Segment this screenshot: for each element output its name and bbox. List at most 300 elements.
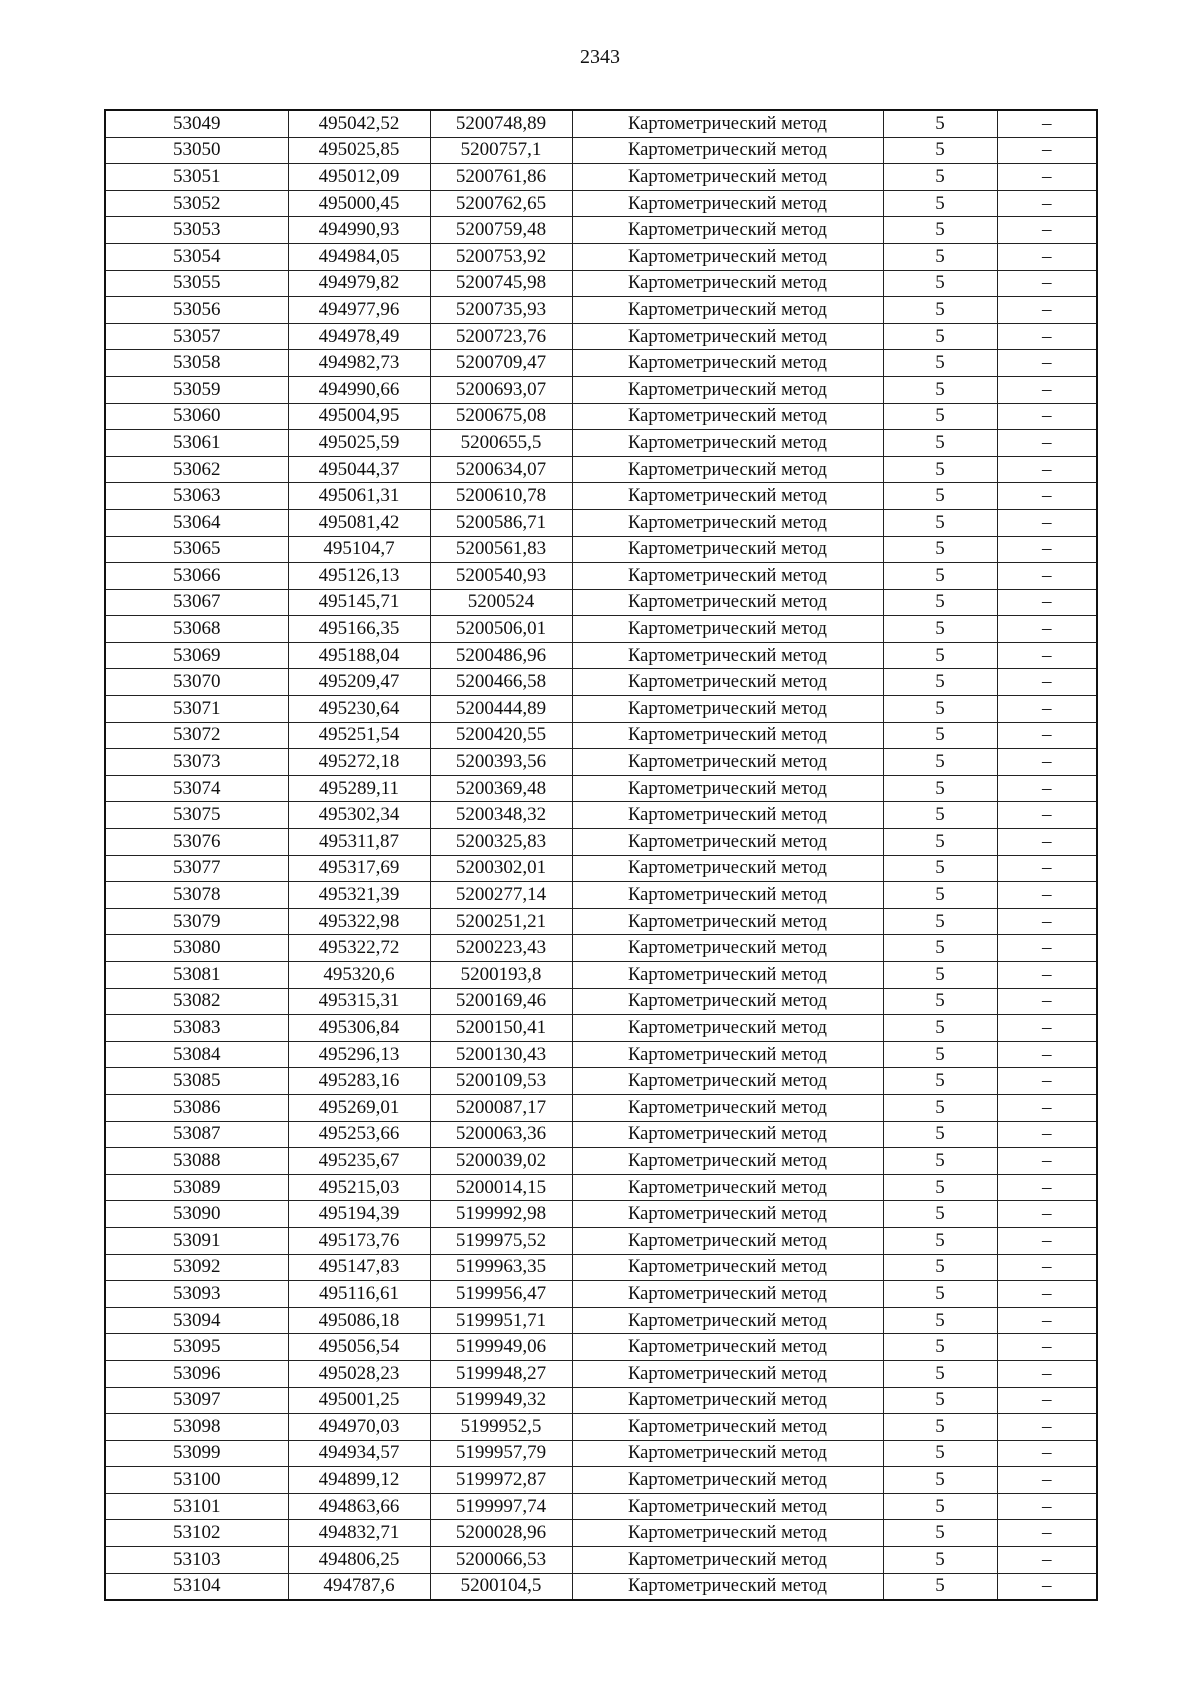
note-cell: – — [997, 1281, 1097, 1308]
table-row — [105, 270, 1097, 297]
x-coordinate-cell: 495000,45 — [288, 190, 430, 217]
point-number-cell: 53058 — [105, 350, 288, 377]
point-number-cell: 53082 — [105, 988, 288, 1015]
x-coordinate-cell: 495116,61 — [288, 1281, 430, 1308]
y-coordinate-cell: 5200014,15 — [430, 1174, 572, 1201]
accuracy-cell: 5 — [883, 1201, 997, 1228]
accuracy-cell: 5 — [883, 1520, 997, 1547]
y-coordinate-cell: 5200223,43 — [430, 935, 572, 962]
point-number-cell: 53081 — [105, 962, 288, 989]
note-cell: – — [997, 1068, 1097, 1095]
accuracy-cell: 5 — [883, 1467, 997, 1494]
point-number-cell: 53069 — [105, 642, 288, 669]
y-coordinate-cell: 5199957,79 — [430, 1440, 572, 1467]
y-coordinate-cell: 5199956,47 — [430, 1281, 572, 1308]
x-coordinate-cell: 495025,59 — [288, 430, 430, 457]
note-cell: – — [997, 190, 1097, 217]
y-coordinate-cell: 5200444,89 — [430, 696, 572, 723]
note-cell: – — [997, 642, 1097, 669]
note-cell: – — [997, 1227, 1097, 1254]
method-cell: Картометрический метод — [572, 376, 883, 403]
point-number-cell: 53067 — [105, 589, 288, 616]
point-number-cell: 53065 — [105, 536, 288, 563]
table-row — [105, 1281, 1097, 1308]
y-coordinate-cell: 5200393,56 — [430, 749, 572, 776]
accuracy-cell: 5 — [883, 403, 997, 430]
y-coordinate-cell: 5200759,48 — [430, 217, 572, 244]
note-cell: – — [997, 855, 1097, 882]
point-number-cell: 53050 — [105, 137, 288, 164]
x-coordinate-cell: 495042,52 — [288, 110, 430, 137]
point-number-cell: 53104 — [105, 1573, 288, 1600]
note-cell: – — [997, 908, 1097, 935]
accuracy-cell: 5 — [883, 1148, 997, 1175]
point-number-cell: 53059 — [105, 376, 288, 403]
x-coordinate-cell: 495044,37 — [288, 456, 430, 483]
accuracy-cell: 5 — [883, 1334, 997, 1361]
point-number-cell: 53078 — [105, 882, 288, 909]
accuracy-cell: 5 — [883, 616, 997, 643]
note-cell: – — [997, 456, 1097, 483]
method-cell: Картометрический метод — [572, 536, 883, 563]
table-row — [105, 350, 1097, 377]
table-row — [105, 164, 1097, 191]
method-cell: Картометрический метод — [572, 802, 883, 829]
y-coordinate-cell: 5200348,32 — [430, 802, 572, 829]
x-coordinate-cell: 495028,23 — [288, 1360, 430, 1387]
y-coordinate-cell: 5200761,86 — [430, 164, 572, 191]
method-cell: Картометрический метод — [572, 1493, 883, 1520]
note-cell: – — [997, 1094, 1097, 1121]
accuracy-cell: 5 — [883, 1174, 997, 1201]
note-cell: – — [997, 376, 1097, 403]
table-row — [105, 908, 1097, 935]
table-row — [105, 962, 1097, 989]
point-number-cell: 53073 — [105, 749, 288, 776]
note-cell: – — [997, 616, 1097, 643]
y-coordinate-cell: 5200524 — [430, 589, 572, 616]
point-number-cell: 53099 — [105, 1440, 288, 1467]
method-cell: Картометрический метод — [572, 190, 883, 217]
accuracy-cell: 5 — [883, 749, 997, 776]
accuracy-cell: 5 — [883, 1041, 997, 1068]
point-number-cell: 53102 — [105, 1520, 288, 1547]
accuracy-cell: 5 — [883, 1227, 997, 1254]
y-coordinate-cell: 5200693,07 — [430, 376, 572, 403]
x-coordinate-cell: 495296,13 — [288, 1041, 430, 1068]
method-cell: Картометрический метод — [572, 217, 883, 244]
accuracy-cell: 5 — [883, 1254, 997, 1281]
table-row — [105, 297, 1097, 324]
table-row — [105, 882, 1097, 909]
note-cell: – — [997, 829, 1097, 856]
x-coordinate-cell: 494970,03 — [288, 1414, 430, 1441]
y-coordinate-cell: 5200745,98 — [430, 270, 572, 297]
point-number-cell: 53068 — [105, 616, 288, 643]
point-number-cell: 53076 — [105, 829, 288, 856]
point-number-cell: 53097 — [105, 1387, 288, 1414]
x-coordinate-cell: 495235,67 — [288, 1148, 430, 1175]
point-number-cell: 53096 — [105, 1360, 288, 1387]
method-cell: Картометрический метод — [572, 1015, 883, 1042]
table-row — [105, 696, 1097, 723]
method-cell: Картометрический метод — [572, 669, 883, 696]
accuracy-cell: 5 — [883, 1360, 997, 1387]
accuracy-cell: 5 — [883, 669, 997, 696]
point-number-cell: 53072 — [105, 722, 288, 749]
x-coordinate-cell: 495025,85 — [288, 137, 430, 164]
table-row — [105, 1307, 1097, 1334]
table-row — [105, 1493, 1097, 1520]
point-number-cell: 53070 — [105, 669, 288, 696]
y-coordinate-cell: 5199949,32 — [430, 1387, 572, 1414]
y-coordinate-cell: 5200039,02 — [430, 1148, 572, 1175]
table-row — [105, 430, 1097, 457]
point-number-cell: 53066 — [105, 563, 288, 590]
note-cell: – — [997, 935, 1097, 962]
table-row — [105, 829, 1097, 856]
note-cell: – — [997, 323, 1097, 350]
table-row — [105, 642, 1097, 669]
note-cell: – — [997, 1467, 1097, 1494]
point-number-cell: 53084 — [105, 1041, 288, 1068]
table-row — [105, 775, 1097, 802]
method-cell: Картометрический метод — [572, 456, 883, 483]
x-coordinate-cell: 494934,57 — [288, 1440, 430, 1467]
method-cell: Картометрический метод — [572, 323, 883, 350]
method-cell: Картометрический метод — [572, 962, 883, 989]
note-cell: – — [997, 509, 1097, 536]
method-cell: Картометрический метод — [572, 855, 883, 882]
note-cell: – — [997, 1015, 1097, 1042]
page-number: 2343 — [580, 46, 620, 68]
x-coordinate-cell: 495126,13 — [288, 563, 430, 590]
accuracy-cell: 5 — [883, 297, 997, 324]
table-row — [105, 376, 1097, 403]
note-cell: – — [997, 1201, 1097, 1228]
point-number-cell: 53079 — [105, 908, 288, 935]
table-row — [105, 1015, 1097, 1042]
x-coordinate-cell: 494978,49 — [288, 323, 430, 350]
y-coordinate-cell: 5200130,43 — [430, 1041, 572, 1068]
note-cell: – — [997, 1121, 1097, 1148]
x-coordinate-cell: 495315,31 — [288, 988, 430, 1015]
table-row — [105, 536, 1097, 563]
method-cell: Картометрический метод — [572, 563, 883, 590]
note-cell: – — [997, 1547, 1097, 1574]
accuracy-cell: 5 — [883, 802, 997, 829]
point-number-cell: 53077 — [105, 855, 288, 882]
note-cell: – — [997, 403, 1097, 430]
x-coordinate-cell: 494832,71 — [288, 1520, 430, 1547]
method-cell: Картометрический метод — [572, 935, 883, 962]
table-row — [105, 988, 1097, 1015]
accuracy-cell: 5 — [883, 483, 997, 510]
coordinates-table-body — [105, 110, 1097, 1600]
accuracy-cell: 5 — [883, 1307, 997, 1334]
table-row — [105, 110, 1097, 137]
note-cell: – — [997, 1334, 1097, 1361]
y-coordinate-cell: 5200709,47 — [430, 350, 572, 377]
method-cell: Картометрический метод — [572, 430, 883, 457]
method-cell: Картометрический метод — [572, 829, 883, 856]
note-cell: – — [997, 882, 1097, 909]
table-row — [105, 1414, 1097, 1441]
x-coordinate-cell: 495283,16 — [288, 1068, 430, 1095]
table-row — [105, 1573, 1097, 1600]
note-cell: – — [997, 1174, 1097, 1201]
x-coordinate-cell: 495104,7 — [288, 536, 430, 563]
method-cell: Картометрический метод — [572, 696, 883, 723]
accuracy-cell: 5 — [883, 722, 997, 749]
table-row — [105, 1547, 1097, 1574]
point-number-cell: 53094 — [105, 1307, 288, 1334]
note-cell: – — [997, 270, 1097, 297]
y-coordinate-cell: 5200748,89 — [430, 110, 572, 137]
method-cell: Картометрический метод — [572, 297, 883, 324]
method-cell: Картометрический метод — [572, 1041, 883, 1068]
y-coordinate-cell: 5200506,01 — [430, 616, 572, 643]
method-cell: Картометрический метод — [572, 1334, 883, 1361]
accuracy-cell: 5 — [883, 1573, 997, 1600]
accuracy-cell: 5 — [883, 323, 997, 350]
x-coordinate-cell: 495004,95 — [288, 403, 430, 430]
point-number-cell: 53086 — [105, 1094, 288, 1121]
table-row — [105, 722, 1097, 749]
y-coordinate-cell: 5200561,83 — [430, 536, 572, 563]
y-coordinate-cell: 5200066,53 — [430, 1547, 572, 1574]
method-cell: Картометрический метод — [572, 775, 883, 802]
x-coordinate-cell: 494984,05 — [288, 243, 430, 270]
note-cell: – — [997, 962, 1097, 989]
x-coordinate-cell: 495253,66 — [288, 1121, 430, 1148]
point-number-cell: 53098 — [105, 1414, 288, 1441]
method-cell: Картометрический метод — [572, 589, 883, 616]
x-coordinate-cell: 495215,03 — [288, 1174, 430, 1201]
method-cell: Картометрический метод — [572, 1387, 883, 1414]
table-row — [105, 1174, 1097, 1201]
method-cell: Картометрический метод — [572, 1281, 883, 1308]
note-cell: – — [997, 1254, 1097, 1281]
note-cell: – — [997, 1414, 1097, 1441]
x-coordinate-cell: 495147,83 — [288, 1254, 430, 1281]
y-coordinate-cell: 5200325,83 — [430, 829, 572, 856]
method-cell: Картометрический метод — [572, 403, 883, 430]
x-coordinate-cell: 495269,01 — [288, 1094, 430, 1121]
y-coordinate-cell: 5199975,52 — [430, 1227, 572, 1254]
y-coordinate-cell: 5199972,87 — [430, 1467, 572, 1494]
method-cell: Картометрический метод — [572, 1148, 883, 1175]
x-coordinate-cell: 495302,34 — [288, 802, 430, 829]
y-coordinate-cell: 5200251,21 — [430, 908, 572, 935]
x-coordinate-cell: 495322,72 — [288, 935, 430, 962]
x-coordinate-cell: 494990,66 — [288, 376, 430, 403]
x-coordinate-cell: 495322,98 — [288, 908, 430, 935]
point-number-cell: 53075 — [105, 802, 288, 829]
x-coordinate-cell: 495209,47 — [288, 669, 430, 696]
method-cell: Картометрический метод — [572, 1307, 883, 1334]
y-coordinate-cell: 5200634,07 — [430, 456, 572, 483]
note-cell: – — [997, 1041, 1097, 1068]
table-row — [105, 669, 1097, 696]
y-coordinate-cell: 5200277,14 — [430, 882, 572, 909]
accuracy-cell: 5 — [883, 243, 997, 270]
x-coordinate-cell: 494982,73 — [288, 350, 430, 377]
method-cell: Картометрический метод — [572, 1520, 883, 1547]
method-cell: Картометрический метод — [572, 1254, 883, 1281]
note-cell: – — [997, 696, 1097, 723]
note-cell: – — [997, 164, 1097, 191]
point-number-cell: 53074 — [105, 775, 288, 802]
table-row — [105, 456, 1097, 483]
note-cell: – — [997, 350, 1097, 377]
point-number-cell: 53083 — [105, 1015, 288, 1042]
x-coordinate-cell: 495173,76 — [288, 1227, 430, 1254]
x-coordinate-cell: 494899,12 — [288, 1467, 430, 1494]
table-row — [105, 1334, 1097, 1361]
note-cell: – — [997, 1520, 1097, 1547]
accuracy-cell: 5 — [883, 1493, 997, 1520]
point-number-cell: 53088 — [105, 1148, 288, 1175]
y-coordinate-cell: 5199992,98 — [430, 1201, 572, 1228]
note-cell: – — [997, 137, 1097, 164]
x-coordinate-cell: 495061,31 — [288, 483, 430, 510]
accuracy-cell: 5 — [883, 1414, 997, 1441]
y-coordinate-cell: 5200723,76 — [430, 323, 572, 350]
table-row — [105, 137, 1097, 164]
note-cell: – — [997, 110, 1097, 137]
table-row — [105, 1148, 1097, 1175]
accuracy-cell: 5 — [883, 696, 997, 723]
accuracy-cell: 5 — [883, 1094, 997, 1121]
y-coordinate-cell: 5200087,17 — [430, 1094, 572, 1121]
accuracy-cell: 5 — [883, 190, 997, 217]
note-cell: – — [997, 536, 1097, 563]
table-row — [105, 243, 1097, 270]
method-cell: Картометрический метод — [572, 243, 883, 270]
table-row — [105, 1467, 1097, 1494]
note-cell: – — [997, 217, 1097, 244]
x-coordinate-cell: 495317,69 — [288, 855, 430, 882]
y-coordinate-cell: 5199997,74 — [430, 1493, 572, 1520]
note-cell: – — [997, 589, 1097, 616]
y-coordinate-cell: 5200109,53 — [430, 1068, 572, 1095]
accuracy-cell: 5 — [883, 509, 997, 536]
y-coordinate-cell: 5199951,71 — [430, 1307, 572, 1334]
table-row — [105, 563, 1097, 590]
method-cell: Картометрический метод — [572, 270, 883, 297]
table-row — [105, 1387, 1097, 1414]
accuracy-cell: 5 — [883, 1121, 997, 1148]
method-cell: Картометрический метод — [572, 1201, 883, 1228]
point-number-cell: 53091 — [105, 1227, 288, 1254]
point-number-cell: 53095 — [105, 1334, 288, 1361]
note-cell: – — [997, 722, 1097, 749]
x-coordinate-cell: 495086,18 — [288, 1307, 430, 1334]
point-number-cell: 53054 — [105, 243, 288, 270]
accuracy-cell: 5 — [883, 110, 997, 137]
x-coordinate-cell: 495230,64 — [288, 696, 430, 723]
x-coordinate-cell: 494979,82 — [288, 270, 430, 297]
note-cell: – — [997, 297, 1097, 324]
method-cell: Картометрический метод — [572, 1547, 883, 1574]
point-number-cell: 53092 — [105, 1254, 288, 1281]
accuracy-cell: 5 — [883, 589, 997, 616]
y-coordinate-cell: 5200104,5 — [430, 1573, 572, 1600]
method-cell: Картометрический метод — [572, 1121, 883, 1148]
x-coordinate-cell: 495311,87 — [288, 829, 430, 856]
method-cell: Картометрический метод — [572, 749, 883, 776]
y-coordinate-cell: 5200757,1 — [430, 137, 572, 164]
point-number-cell: 53053 — [105, 217, 288, 244]
x-coordinate-cell: 494787,6 — [288, 1573, 430, 1600]
y-coordinate-cell: 5200466,58 — [430, 669, 572, 696]
table-row — [105, 509, 1097, 536]
y-coordinate-cell: 5200655,5 — [430, 430, 572, 457]
point-number-cell: 53051 — [105, 164, 288, 191]
method-cell: Картометрический метод — [572, 1094, 883, 1121]
method-cell: Картометрический метод — [572, 110, 883, 137]
table-row — [105, 1227, 1097, 1254]
y-coordinate-cell: 5200586,71 — [430, 509, 572, 536]
accuracy-cell: 5 — [883, 642, 997, 669]
method-cell: Картометрический метод — [572, 137, 883, 164]
table-row — [105, 1201, 1097, 1228]
note-cell: – — [997, 775, 1097, 802]
accuracy-cell: 5 — [883, 217, 997, 244]
point-number-cell: 53085 — [105, 1068, 288, 1095]
y-coordinate-cell: 5200169,46 — [430, 988, 572, 1015]
table-row — [105, 935, 1097, 962]
note-cell: – — [997, 430, 1097, 457]
x-coordinate-cell: 495188,04 — [288, 642, 430, 669]
note-cell: – — [997, 1307, 1097, 1334]
accuracy-cell: 5 — [883, 1387, 997, 1414]
method-cell: Картометрический метод — [572, 908, 883, 935]
accuracy-cell: 5 — [883, 829, 997, 856]
accuracy-cell: 5 — [883, 908, 997, 935]
x-coordinate-cell: 495251,54 — [288, 722, 430, 749]
note-cell: – — [997, 483, 1097, 510]
table-row — [105, 1068, 1097, 1095]
point-number-cell: 53100 — [105, 1467, 288, 1494]
accuracy-cell: 5 — [883, 164, 997, 191]
accuracy-cell: 5 — [883, 855, 997, 882]
coordinates-table — [104, 109, 1098, 1601]
y-coordinate-cell: 5200150,41 — [430, 1015, 572, 1042]
x-coordinate-cell: 495056,54 — [288, 1334, 430, 1361]
y-coordinate-cell: 5200063,36 — [430, 1121, 572, 1148]
method-cell: Картометрический метод — [572, 483, 883, 510]
y-coordinate-cell: 5200610,78 — [430, 483, 572, 510]
table-row — [105, 403, 1097, 430]
x-coordinate-cell: 495001,25 — [288, 1387, 430, 1414]
accuracy-cell: 5 — [883, 1281, 997, 1308]
accuracy-cell: 5 — [883, 962, 997, 989]
method-cell: Картометрический метод — [572, 882, 883, 909]
method-cell: Картометрический метод — [572, 1068, 883, 1095]
point-number-cell: 53071 — [105, 696, 288, 723]
table-row — [105, 1360, 1097, 1387]
method-cell: Картометрический метод — [572, 616, 883, 643]
y-coordinate-cell: 5199949,06 — [430, 1334, 572, 1361]
y-coordinate-cell: 5199952,5 — [430, 1414, 572, 1441]
note-cell: – — [997, 243, 1097, 270]
method-cell: Картометрический метод — [572, 164, 883, 191]
method-cell: Картометрический метод — [572, 1467, 883, 1494]
accuracy-cell: 5 — [883, 1440, 997, 1467]
method-cell: Картометрический метод — [572, 1440, 883, 1467]
